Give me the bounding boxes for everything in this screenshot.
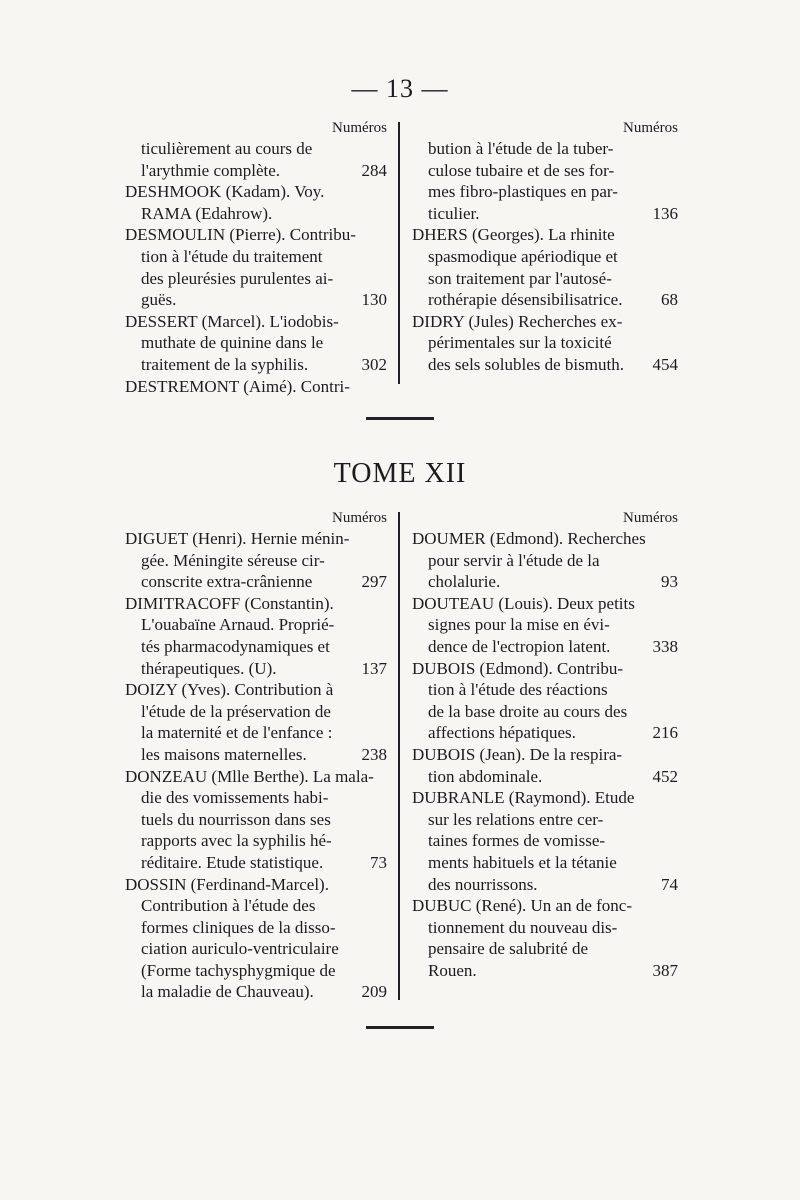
index-line (125, 722, 387, 744)
index-line (412, 658, 678, 680)
index-line-text: ciation auriculo-ventriculaire (141, 939, 339, 959)
index-line (125, 766, 387, 788)
index-line-text: des nourrissons. (428, 874, 538, 894)
index-line (125, 917, 387, 939)
index-line (125, 332, 387, 354)
index-line-text: la maladie de Chauveau). (141, 982, 314, 1002)
index-line (125, 874, 387, 896)
index-line (125, 268, 387, 290)
index-line (125, 550, 387, 572)
index-line (125, 614, 387, 636)
index-line (125, 787, 387, 809)
index-line (412, 224, 678, 246)
index-line-text: guës. (141, 290, 177, 310)
index-line-text: DESTREMONT (Aimé). Contri- (125, 376, 350, 396)
index-line-text: (Forme tachysphygmique de (141, 960, 336, 980)
index-line (412, 550, 678, 572)
index-line-text: signes pour la mise en évi- (428, 615, 610, 635)
index-line-text: DESMOULIN (Pierre). Contribu- (125, 225, 356, 245)
section-rule (366, 1026, 434, 1029)
index-line (125, 938, 387, 960)
index-line-text: mes fibro-plastiques en par- (428, 182, 618, 202)
index-line-text: DOSSIN (Ferdinand-Marcel). (125, 874, 329, 894)
column-divider (398, 122, 400, 384)
index-line (125, 376, 387, 398)
index-line (125, 138, 387, 160)
index-line-text: des sels solubles de bismuth. (428, 354, 624, 374)
index-line (125, 809, 387, 831)
entry-list (412, 138, 678, 376)
index-line (412, 722, 678, 744)
index-line (412, 636, 678, 658)
index-line (412, 809, 678, 831)
index-line (412, 744, 678, 766)
index-line (125, 571, 387, 593)
index-line-text: l'étude de la préservation de (141, 701, 331, 721)
index-line-text: DESHMOOK (Kadam). Voy. (125, 182, 325, 202)
index-line (412, 203, 678, 225)
index-line (125, 744, 387, 766)
index-line (412, 830, 678, 852)
index-line-text: Contribution à l'étude des (141, 896, 316, 916)
index-line-text: gée. Méningite séreuse cir- (141, 550, 325, 570)
index-line-text: L'ouabaïne Arnaud. Proprié- (141, 615, 335, 635)
thesis-number: 216 (652, 723, 678, 743)
section-rule (366, 417, 434, 420)
index-line (412, 787, 678, 809)
index-line (412, 528, 678, 550)
index-line-text: la maternité et de l'enfance : (141, 723, 333, 743)
index-line-text: pour servir à l'étude de la (428, 550, 600, 570)
index-line (125, 311, 387, 333)
index-line-text: DUBOIS (Edmond). Contribu- (412, 658, 624, 678)
thesis-number: 136 (652, 203, 678, 223)
index-line-text: thérapeutiques. (U). (141, 658, 277, 678)
index-line-text: DIDRY (Jules) Recherches ex- (412, 311, 623, 331)
index-line-text: DOUMER (Edmond). Recherches (412, 529, 646, 548)
index-line-text: die des vomissements habi- (141, 788, 329, 808)
thesis-number: 93 (661, 572, 678, 592)
index-line (412, 917, 678, 939)
index-line-text: muthate de quinine dans le (141, 333, 324, 353)
index-line-text: ments habituels et la tétanie (428, 852, 617, 872)
index-line-text: DIGUET (Henri). Hernie ménin- (125, 529, 350, 548)
thesis-number: 68 (661, 290, 678, 310)
index-line (412, 960, 678, 982)
index-line-text: DOIZY (Yves). Contribution à (125, 680, 334, 700)
index-line-text: rothérapie désensibilisatrice. (428, 290, 623, 310)
index-line-text: DIMITRACOFF (Constantin). (125, 593, 334, 613)
index-line-text: ticulier. (428, 203, 480, 223)
index-line-text: DESSERT (Marcel). L'iodobis- (125, 311, 339, 331)
index-line (125, 658, 387, 680)
index-line-text: RAMA (Edahrow). (141, 203, 273, 223)
index-line-text: traitement de la syphilis. (141, 354, 309, 374)
index-line-text: de la base droite au cours des (428, 701, 628, 721)
index-line (412, 138, 678, 160)
index-line (412, 895, 678, 917)
bottom-left-column (125, 508, 387, 1003)
index-line (125, 203, 387, 225)
index-line-text: formes cliniques de la disso- (141, 917, 336, 937)
index-line-text: dence de l'ectropion latent. (428, 636, 611, 656)
index-line (125, 181, 387, 203)
index-line (125, 289, 387, 311)
thesis-number: 338 (652, 636, 678, 656)
index-line-text: sur les relations entre cer- (428, 809, 604, 829)
index-line (125, 701, 387, 723)
index-line (125, 852, 387, 874)
index-line (125, 354, 387, 376)
index-line (412, 679, 678, 701)
top-left-column (125, 118, 387, 397)
thesis-number: 454 (652, 354, 678, 374)
index-line-text: cholalurie. (428, 572, 501, 592)
thesis-number: 284 (361, 160, 387, 180)
index-line (412, 614, 678, 636)
index-line-text: affections hépatiques. (428, 723, 576, 743)
thesis-number: 238 (361, 744, 387, 764)
index-line-text: DONZEAU (Mlle Berthe). La mala- (125, 766, 374, 786)
index-line-text: son traitement par l'autosé- (428, 268, 612, 288)
index-line-text: culose tubaire et de ses for- (428, 160, 615, 180)
index-line (412, 938, 678, 960)
index-line (125, 981, 387, 1003)
index-line (412, 311, 678, 333)
index-line (125, 679, 387, 701)
index-line (412, 268, 678, 290)
index-line (412, 181, 678, 203)
index-line-text: tion à l'étude des réactions (428, 680, 608, 700)
index-line (412, 571, 678, 593)
numeros-header: Numéros (332, 510, 387, 526)
index-line-text: tionnement du nouveau dis- (428, 917, 618, 937)
index-line (125, 160, 387, 182)
index-line (125, 593, 387, 615)
numeros-header: Numéros (623, 120, 678, 136)
index-line (412, 160, 678, 182)
index-line-text: tion à l'étude du traitement (141, 246, 323, 266)
top-right-column (412, 118, 678, 376)
index-line (412, 289, 678, 311)
column-divider (398, 512, 400, 1000)
index-line (412, 874, 678, 896)
index-line-text: pensaire de salubrité de (428, 939, 589, 959)
index-line (412, 701, 678, 723)
index-line (125, 246, 387, 268)
thesis-number: 73 (370, 852, 387, 872)
index-line-text: réditaire. Etude statistique. (141, 852, 324, 872)
thesis-number: 130 (361, 290, 387, 310)
index-line-text: taines formes de vomisse- (428, 831, 606, 851)
volume-title: TOME XII (333, 458, 467, 489)
index-line (412, 766, 678, 788)
index-line (125, 528, 387, 550)
index-line (412, 332, 678, 354)
index-line-text: périmentales sur la toxicité (428, 333, 612, 353)
index-line (125, 895, 387, 917)
entry-list (125, 138, 387, 397)
index-line (125, 636, 387, 658)
index-line (125, 830, 387, 852)
index-line-text: tion abdominale. (428, 766, 543, 786)
index-line-text: DOUTEAU (Louis). Deux petits (412, 593, 635, 613)
numeros-header: Numéros (332, 120, 387, 136)
thesis-number: 209 (361, 982, 387, 1002)
index-line-text: Rouen. (428, 960, 477, 980)
index-line-text: DUBOIS (Jean). De la respira- (412, 744, 623, 764)
index-line (412, 593, 678, 615)
index-line-text: des pleurésies purulentes ai- (141, 268, 334, 288)
index-line-text: rapports avec la syphilis hé- (141, 831, 332, 851)
index-line (412, 246, 678, 268)
index-line-text: DUBRANLE (Raymond). Etude (412, 788, 635, 808)
thesis-number: 137 (361, 658, 387, 678)
index-line-text: DUBUC (René). Un an de fonc- (412, 896, 632, 916)
index-line-text: DHERS (Georges). La rhinite (412, 225, 615, 245)
index-line-text: ticulièrement au cours de (141, 139, 313, 158)
index-line (412, 354, 678, 376)
index-line-text: les maisons maternelles. (141, 744, 307, 764)
thesis-number: 74 (661, 874, 678, 894)
thesis-number: 297 (361, 572, 387, 592)
entry-list (125, 528, 387, 1003)
index-line-text: l'arythmie complète. (141, 160, 281, 180)
bottom-right-column (412, 508, 678, 981)
index-line-text: bution à l'étude de la tuber- (428, 139, 614, 158)
index-line-text: spasmodique apériodique et (428, 246, 618, 266)
index-line-text: conscrite extra-crânienne (141, 572, 313, 592)
index-line-text: tuels du nourrisson dans ses (141, 809, 331, 829)
thesis-number: 387 (652, 960, 678, 980)
entry-list (412, 528, 678, 981)
index-line-text: tés pharmacodynamiques et (141, 636, 330, 656)
thesis-number: 302 (361, 354, 387, 374)
page-number: — 13 — (351, 74, 449, 103)
thesis-number: 452 (652, 766, 678, 786)
index-line (412, 852, 678, 874)
index-line (125, 224, 387, 246)
numeros-header: Numéros (623, 510, 678, 526)
index-line (125, 960, 387, 982)
